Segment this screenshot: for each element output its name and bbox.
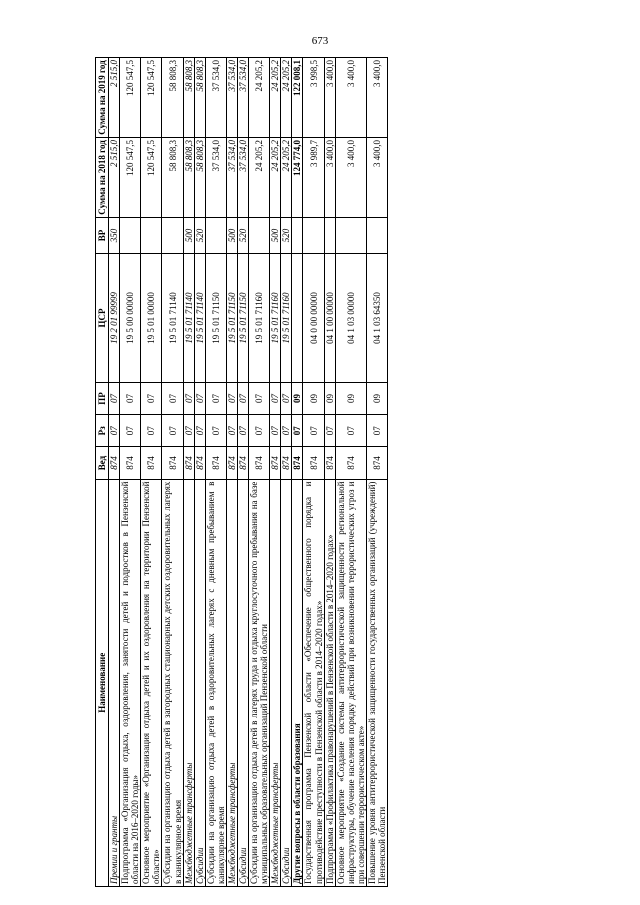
cell-rz: 07 [238,415,249,447]
cell-ved: 874 [249,447,270,479]
cell-ved: 874 [109,447,120,479]
cell-vr [120,217,141,253]
cell-name: Основное мероприятие «Организация отдыха детей и их оздоровления на территории Пензенской области» [141,479,162,886]
cell-name: Межбюджетные трансферты [183,479,194,886]
cell-ved: 874 [205,447,226,479]
cell-csr: 19 2 01 99999 [109,254,120,383]
cell-sum2018: 37 534,0 [205,138,226,218]
cell-ved: 874 [366,447,387,479]
cell-pr: 09 [303,382,324,414]
cell-pr: 07 [281,382,292,414]
cell-sum2019: 3 998,5 [303,58,324,138]
cell-csr: 19 5 01 71140 [162,254,183,383]
cell-csr: 19 5 01 71160 [249,254,270,383]
cell-ved: 874 [324,447,335,479]
cell-name: Субсидии на организацию отдыха детей в загородных стационарных детских оздоровительных лагерях в каникулярное время [162,479,183,886]
table-row [120,58,141,887]
cell-ved: 874 [162,447,183,479]
table-row [141,58,162,887]
cell-name: Субсидии на организацию отдыха детей в лагерях труда и отдыха круглосуточного пребывания на базе муниципальных образовательных организаций Пензенской области [249,479,270,886]
cell-sum2019: 3 400,0 [324,58,335,138]
cell-vr: 500 [183,217,194,253]
cell-name: Межбюджетные трансферты [270,479,281,886]
cell-vr: 520 [194,217,205,253]
cell-rz: 07 [194,415,205,447]
cell-name: Субсидии на организацию отдыха детей в оздоровительных лагерях с дневным пребыванием в каникулярное время [205,479,226,886]
cell-pr: 07 [120,382,141,414]
cell-rz: 07 [281,415,292,447]
cell-rz: 07 [366,415,387,447]
cell-pr: 09 [335,382,366,414]
header-rz: Рз [96,415,109,447]
cell-vr: 500 [226,217,237,253]
cell-sum2019: 37 534,0 [205,58,226,138]
cell-csr: 19 5 01 71160 [270,254,281,383]
table-row [205,58,226,887]
cell-name: Повышение уровня антитеррористической защищенности государственных организаций (учреждений) Пензенской области [366,479,387,886]
cell-sum2018: 24 205,2 [270,138,281,218]
cell-sum2018: 24 205,2 [249,138,270,218]
cell-name: Государственная программа Пензенской области «Обеспечение общественного порядка и противодействие преступности в Пензенской области в 2014–2020 годах» [303,479,324,886]
cell-csr: 19 5 00 00000 [120,254,141,383]
header-name: Наименование [96,479,109,886]
cell-sum2019: 58 808,3 [194,58,205,138]
cell-ved: 874 [335,447,366,479]
cell-vr [324,217,335,253]
cell-ved: 874 [303,447,324,479]
cell-ved: 874 [183,447,194,479]
cell-sum2018: 3 400,0 [366,138,387,218]
cell-rz: 07 [303,415,324,447]
cell-pr: 07 [162,382,183,414]
cell-vr: 520 [281,217,292,253]
cell-rz: 07 [120,415,141,447]
cell-vr: 500 [270,217,281,253]
table-row [281,58,292,887]
cell-ved: 874 [194,447,205,479]
cell-rz: 07 [162,415,183,447]
cell-csr: 19 5 01 71140 [183,254,194,383]
cell-pr: 09 [324,382,335,414]
cell-csr: 04 0 00 00000 [303,254,324,383]
cell-vr [366,217,387,253]
cell-sum2019: 2 515,0 [109,58,120,138]
cell-sum2019: 24 205,2 [281,58,292,138]
cell-sum2018: 120 547,5 [120,138,141,218]
cell-pr: 07 [270,382,281,414]
cell-csr: 04 1 03 64350 [366,254,387,383]
table-row [324,58,335,887]
cell-sum2019: 37 534,0 [238,58,249,138]
cell-ved: 874 [226,447,237,479]
cell-vr: 350 [109,217,120,253]
cell-pr: 07 [183,382,194,414]
cell-name: Субсидии [194,479,205,886]
cell-vr [303,217,324,253]
cell-sum2018: 3 400,0 [324,138,335,218]
cell-sum2018: 58 808,3 [194,138,205,218]
cell-name: Основное мероприятие «Создание системы антитеррористической защищенности региональной инфраструктуры, обучение населения порядку действий при возникновении террористических угроз и при совершении террористическом акте» [335,479,366,886]
cell-vr [292,217,303,253]
cell-vr: 520 [238,217,249,253]
header-pr: ПР [96,382,109,414]
cell-name: Другие вопросы в области образования [292,479,303,886]
cell-sum2019: 24 205,2 [270,58,281,138]
cell-pr: 07 [109,382,120,414]
table-row [183,58,194,887]
header-vr: ВР [96,217,109,253]
page-number: 673 [311,35,329,47]
cell-sum2018: 3 989,7 [303,138,324,218]
budget-table [95,57,388,887]
cell-rz: 07 [183,415,194,447]
cell-pr: 07 [141,382,162,414]
cell-name: Подпрограмма «Профилактика правонарушений в Пензенской области в 2014–2020 годах» [324,479,335,886]
table-row [249,58,270,887]
cell-rz: 07 [292,415,303,447]
cell-csr: 19 5 01 71140 [194,254,205,383]
cell-rz: 07 [249,415,270,447]
table-row [109,58,120,887]
cell-csr: 19 5 01 71150 [238,254,249,383]
cell-sum2018: 3 400,0 [335,138,366,218]
cell-rz: 07 [109,415,120,447]
cell-vr [141,217,162,253]
table-row [303,58,324,887]
cell-sum2018: 58 808,3 [183,138,194,218]
cell-pr: 09 [292,382,303,414]
cell-sum2018: 124 774,0 [292,138,303,218]
cell-sum2018: 37 534,0 [238,138,249,218]
cell-csr: 19 5 01 00000 [141,254,162,383]
table-row [335,58,366,887]
cell-name: Субсидии [281,479,292,886]
cell-sum2019: 3 400,0 [335,58,366,138]
cell-ved: 874 [120,447,141,479]
cell-sum2018: 24 205,2 [281,138,292,218]
cell-pr: 07 [249,382,270,414]
cell-ved: 874 [292,447,303,479]
cell-sum2019: 24 205,2 [249,58,270,138]
cell-rz: 07 [270,415,281,447]
cell-name: Межбюджетные трансферты [226,479,237,886]
cell-sum2019: 120 547,5 [120,58,141,138]
cell-pr: 09 [366,382,387,414]
cell-pr: 07 [226,382,237,414]
header-ved: Вед [96,447,109,479]
cell-rz: 07 [205,415,226,447]
cell-vr [162,217,183,253]
cell-sum2018: 37 534,0 [226,138,237,218]
cell-ved: 874 [141,447,162,479]
header-sum-2019: Сумма на 2019 год [96,58,109,138]
cell-sum2019: 122 008,1 [292,58,303,138]
table-body [109,58,388,887]
cell-rz: 07 [141,415,162,447]
cell-csr: 19 5 01 71150 [226,254,237,383]
cell-sum2019: 120 547,5 [141,58,162,138]
cell-vr [335,217,366,253]
cell-rz: 07 [324,415,335,447]
table-row [194,58,205,887]
cell-name: Подпрограмма «Организация отдыха, оздоровления, занятости детей и подростков в Пензенской области на 2016–2020 годы» [120,479,141,886]
cell-pr: 07 [194,382,205,414]
cell-sum2019: 37 534,0 [226,58,237,138]
cell-pr: 07 [238,382,249,414]
cell-csr: 04 1 03 00000 [335,254,366,383]
rotated-table-container [95,57,572,887]
cell-rz: 07 [335,415,366,447]
cell-vr [205,217,226,253]
cell-ved: 874 [281,447,292,479]
table-row [238,58,249,887]
cell-vr [249,217,270,253]
table-row [366,58,387,887]
cell-pr: 07 [205,382,226,414]
cell-ved: 874 [238,447,249,479]
table-row [292,58,303,887]
cell-ved: 874 [270,447,281,479]
cell-sum2019: 58 808,3 [162,58,183,138]
table-row [270,58,281,887]
cell-name: Премии и гранты [109,479,120,886]
cell-name: Субсидии [238,479,249,886]
table-header-row [96,58,109,887]
header-csr: ЦСР [96,254,109,383]
cell-csr [292,254,303,383]
cell-rz: 07 [226,415,237,447]
table-row [162,58,183,887]
cell-csr: 04 1 00 00000 [324,254,335,383]
cell-sum2019: 58 808,3 [183,58,194,138]
table-row [226,58,237,887]
cell-sum2018: 120 547,5 [141,138,162,218]
cell-csr: 19 5 01 71150 [205,254,226,383]
cell-csr: 19 5 01 71160 [281,254,292,383]
cell-sum2018: 2 515,0 [109,138,120,218]
cell-sum2019: 3 400,0 [366,58,387,138]
header-sum-2018: Сумма на 2018 год [96,138,109,218]
cell-sum2018: 58 808,3 [162,138,183,218]
